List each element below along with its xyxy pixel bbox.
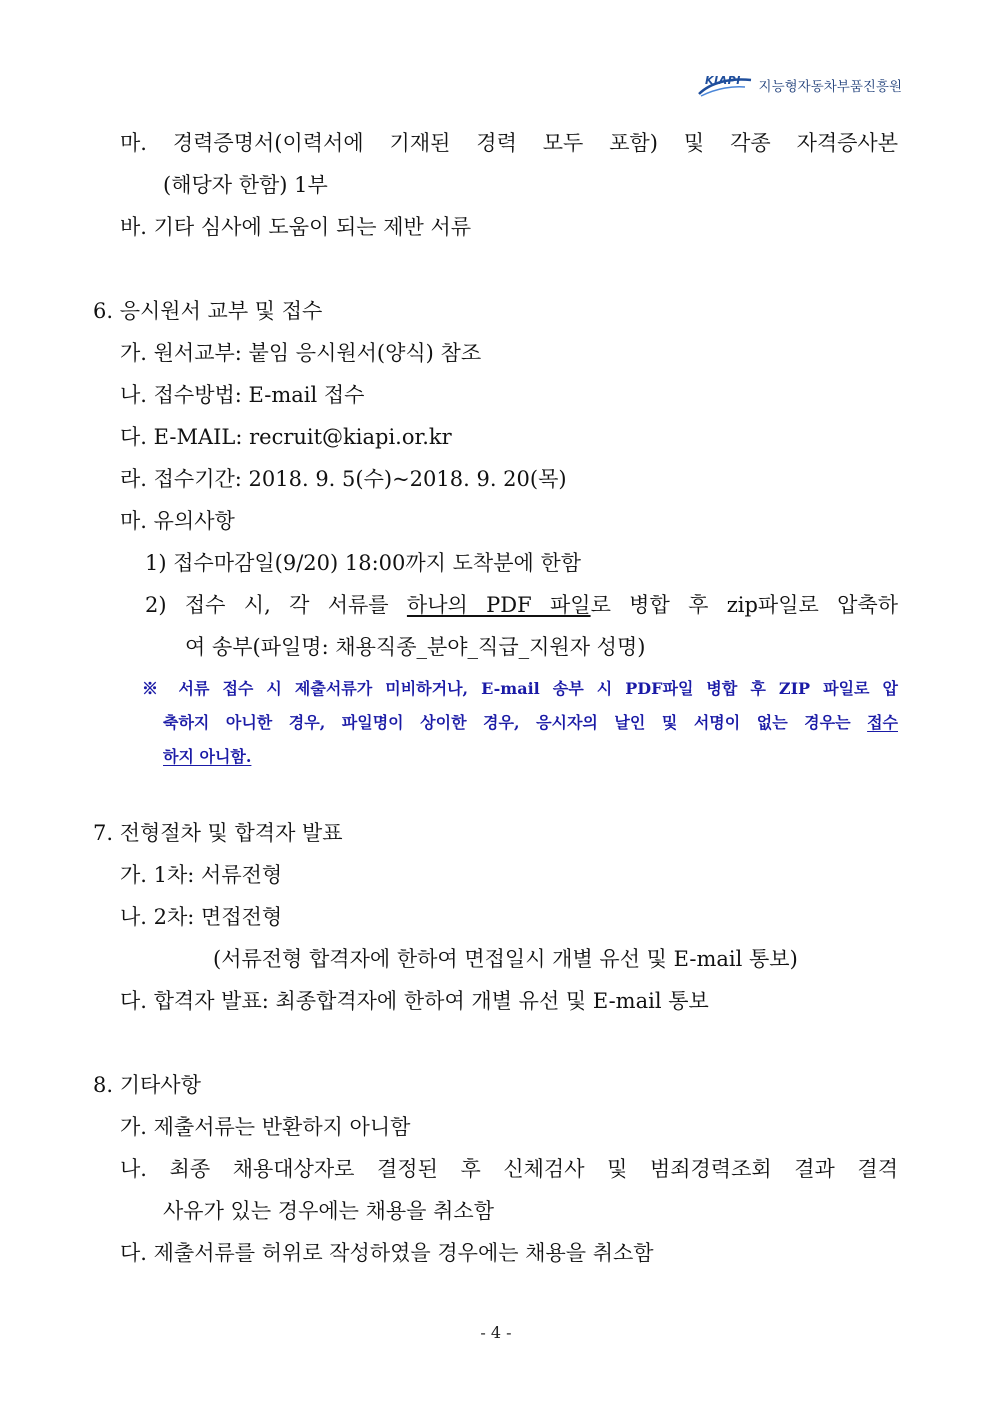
section-7-title: 7. 전형절차 및 합격자 발표	[93, 821, 343, 845]
s7-na-note: (서류전형 합격자에 한하여 면접일시 개별 유선 및 E-mail 통보)	[213, 947, 798, 971]
notice-line3	[163, 744, 251, 770]
s6-ma: 마. 유의사항	[120, 509, 235, 533]
s6-na: 나. 접수방법: E-mail 접수	[120, 383, 365, 407]
logo-text: KIAPI	[705, 74, 741, 87]
section-6-title: 6. 응시원서 교부 및 접수	[93, 299, 323, 323]
org-name: 지능형자동차부품진흥원	[758, 79, 902, 95]
kiapi-logo-icon	[697, 72, 755, 98]
notice-line3-underlined: 하지 아니함.	[163, 747, 252, 766]
page-number: - 4 -	[480, 1323, 512, 1342]
s8-ga: 가. 제출서류는 반환하지 아니함	[120, 1115, 411, 1139]
s8-da: 다. 제출서류를 허위로 작성하였을 경우에는 채용을 취소함	[120, 1241, 654, 1265]
s6-ga: 가. 원서교부: 붙임 응시원서(양식) 참조	[120, 341, 482, 365]
s8-na-line2: 사유가 있는 경우에는 채용을 취소함	[163, 1199, 494, 1223]
notice-line1: ※ 서류 접수 시 제출서류가 미비하거나, E-mail 송부 시 PDF파일 병합 후 ZIP 파일로 압	[142, 679, 898, 698]
notice-line2	[163, 710, 898, 736]
s6-ma-item2-underlined: 하나의 PDF 파일	[406, 593, 591, 617]
section-8-title: 8. 기타사항	[93, 1073, 201, 1097]
s6-ma-item2-cont: 여 송부(파일명: 채용직종_분야_직급_지원자 성명)	[185, 635, 646, 659]
s6-ma-item1: 1) 접수마감일(9/20) 18:00까지 도착분에 한함	[145, 551, 582, 575]
s5-ma-line2: (해당자 한함) 1부	[163, 173, 328, 197]
s8-na-line1: 나. 최종 채용대상자로 결정된 후 신체검사 및 범죄경력조회 결과 결격	[120, 1157, 898, 1181]
s7-ga: 가. 1차: 서류전형	[120, 863, 283, 887]
s6-ma-item2-pre: 2) 접수 시, 각 서류를	[145, 593, 407, 617]
s5-ma-line1: 마. 경력증명서(이력서에 기재된 경력 모두 포함) 및 각종 자격증사본	[120, 131, 898, 155]
s6-ma-item2-post: 로 병합 후 zip파일로 압축하	[590, 593, 898, 617]
s7-na: 나. 2차: 면접전형	[120, 905, 283, 929]
header-logo	[697, 72, 902, 98]
s5-ba: 바. 기타 심사에 도움이 되는 제반 서류	[120, 215, 472, 239]
s6-ma-item2	[145, 590, 898, 620]
s6-ra: 라. 접수기간: 2018. 9. 5(수)~2018. 9. 20(목)	[120, 467, 567, 491]
notice-line2-text: 축하지 아니한 경우, 파일명이 상이한 경우, 응시자의 날인 및 서명이 없는 경우는	[163, 713, 868, 732]
s6-da: 다. E-MAIL: recruit@kiapi.or.kr	[120, 425, 452, 449]
notice-line2-underlined: 접수	[867, 713, 898, 732]
s7-da: 다. 합격자 발표: 최종합격자에 한하여 개별 유선 및 E-mail 통보	[120, 989, 709, 1013]
